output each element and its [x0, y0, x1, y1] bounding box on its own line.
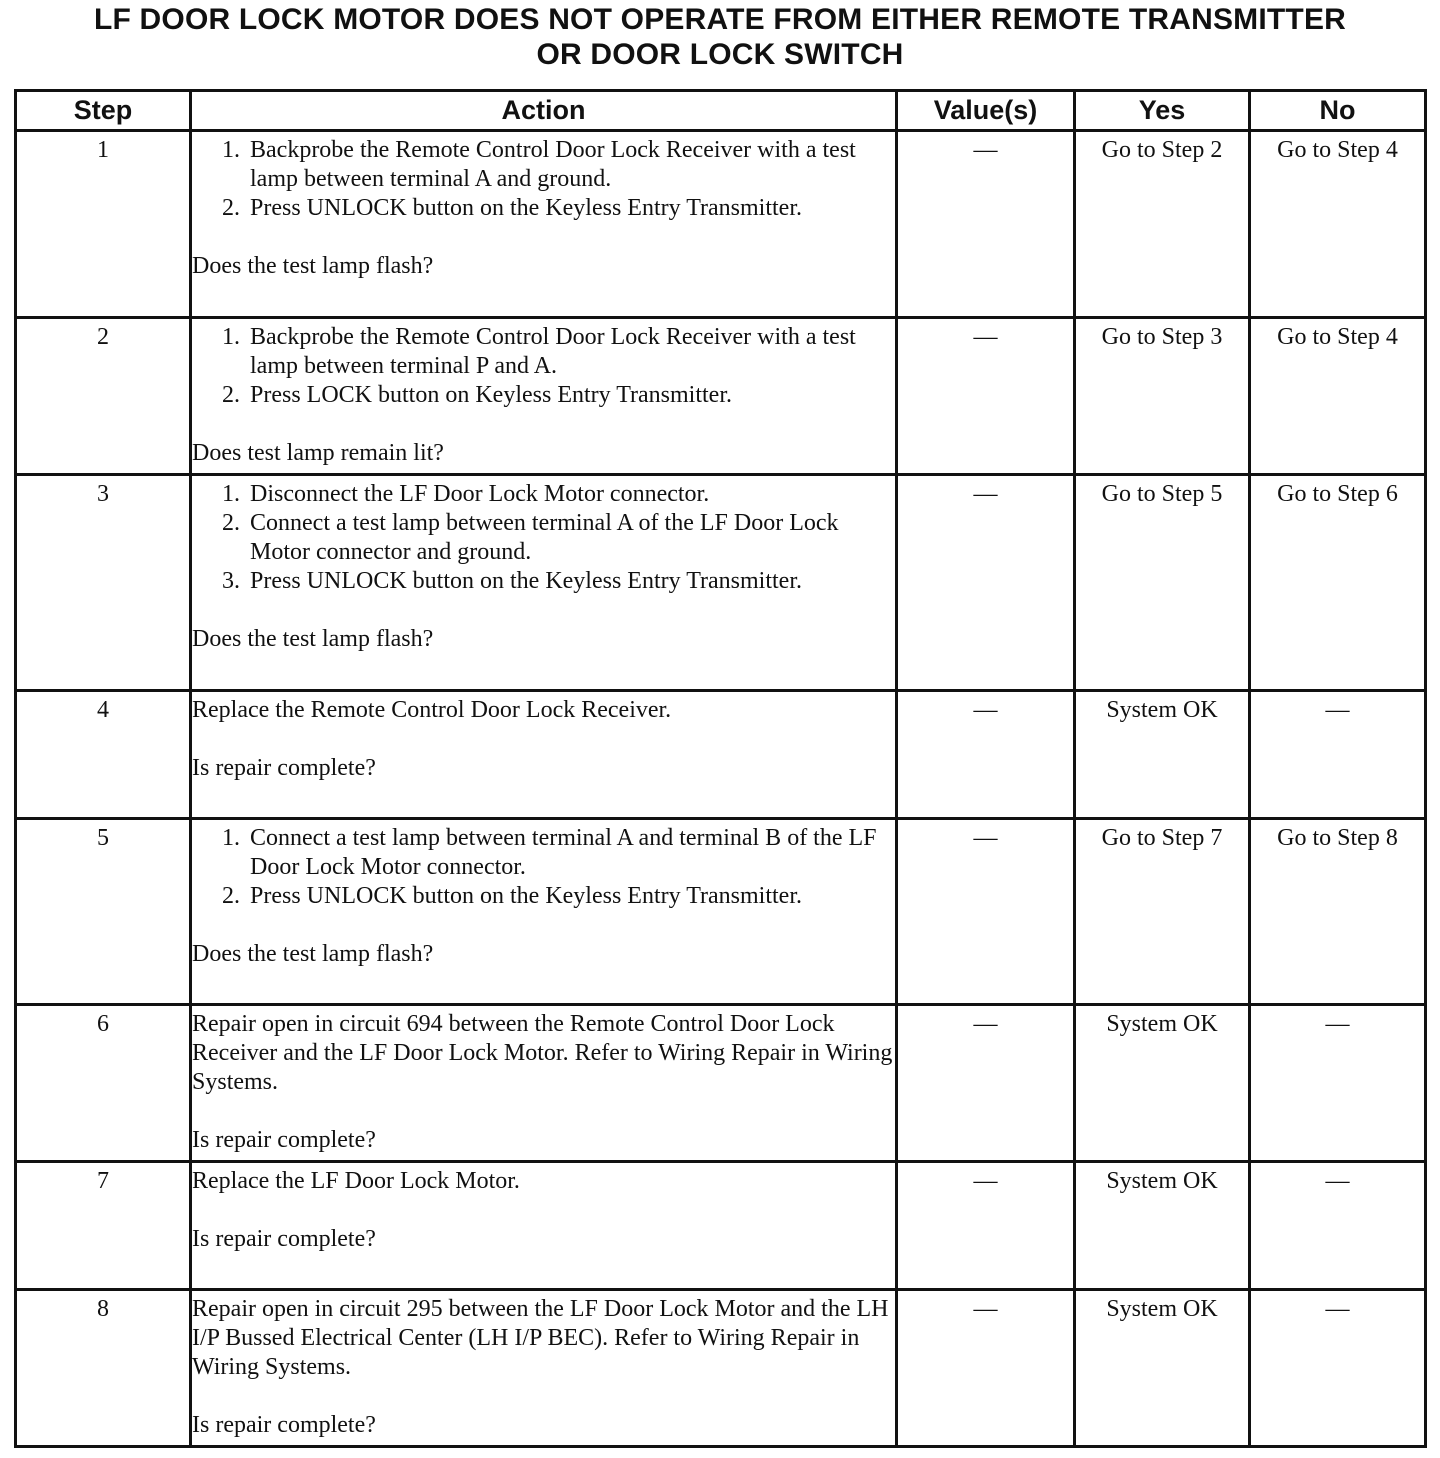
no-cell: — — [1250, 691, 1426, 819]
action-question: Does the test lamp flash? — [192, 941, 434, 967]
value-cell: — — [897, 819, 1075, 1005]
action-cell — [191, 318, 897, 475]
header-action: Action — [191, 91, 897, 131]
step-number: 2 — [16, 318, 191, 475]
header-row — [16, 91, 1426, 131]
action-question: Does test lamp remain lit? — [192, 440, 444, 466]
no-cell: Go to Step 8 — [1250, 819, 1426, 1005]
yes-cell: System OK — [1075, 691, 1250, 819]
no-cell: Go to Step 6 — [1250, 475, 1426, 691]
no-cell: — — [1250, 1005, 1426, 1162]
action-question: Is repair complete? — [192, 755, 376, 781]
table-row — [16, 1290, 1426, 1447]
action-step: 2. Press LOCK button on Keyless Entry Transmitter. — [246, 381, 895, 410]
action-steps — [192, 824, 895, 911]
step-number: 6 — [16, 1005, 191, 1162]
step-number: 7 — [16, 1162, 191, 1290]
action-cell — [191, 691, 897, 819]
no-cell: — — [1250, 1290, 1426, 1447]
step-number: 1 — [16, 131, 191, 318]
header-no: No — [1250, 91, 1426, 131]
action-text: Repair open in circuit 694 between the Remote Control Door Lock Receiver and the LF Door Lock Motor. Refer to Wiring Repair in Wiring Systems. — [192, 1011, 893, 1095]
title-line-1: LF DOOR LOCK MOTOR DOES NOT OPERATE FROM EITHER REMOTE TRANSMITTER — [93, 3, 1347, 36]
action-question: Does the test lamp flash? — [192, 626, 434, 652]
action-step: 1. Connect a test lamp between terminal A and terminal B of the LF Door Lock Motor connector. — [246, 824, 895, 882]
step-number: 5 — [16, 819, 191, 1005]
yes-cell: Go to Step 3 — [1075, 318, 1250, 475]
table-row — [16, 1162, 1426, 1290]
step-number: 8 — [16, 1290, 191, 1447]
action-step: 1. Backprobe the Remote Control Door Lock Receiver with a test lamp between terminal P and A. — [246, 323, 895, 381]
action-step: 2. Connect a test lamp between terminal A of the LF Door Lock Motor connector and ground. — [246, 509, 895, 567]
action-step: 1. Backprobe the Remote Control Door Lock Receiver with a test lamp between terminal A and ground. — [246, 136, 895, 194]
action-cell — [191, 475, 897, 691]
action-text: Repair open in circuit 295 between the LF Door Lock Motor and the LH I/P Bussed Electrical Center (LH I/P BEC). Refer to Wiring Repair in Wiring Systems. — [192, 1296, 889, 1380]
no-cell: Go to Step 4 — [1250, 131, 1426, 318]
header-yes: Yes — [1075, 91, 1250, 131]
table-row — [16, 691, 1426, 819]
table-row — [16, 819, 1426, 1005]
yes-cell: System OK — [1075, 1290, 1250, 1447]
step-number: 4 — [16, 691, 191, 819]
step-number: 3 — [16, 475, 191, 691]
title-line-2: OR DOOR LOCK SWITCH — [536, 38, 904, 71]
action-text: Replace the Remote Control Door Lock Receiver. — [192, 697, 672, 723]
action-cell — [191, 1005, 897, 1162]
diagnostic-table — [14, 89, 1427, 1448]
action-question: Is repair complete? — [192, 1412, 376, 1438]
table-row — [16, 131, 1426, 318]
value-cell: — — [897, 691, 1075, 819]
action-cell — [191, 131, 897, 318]
value-cell: — — [897, 318, 1075, 475]
value-cell: — — [897, 475, 1075, 691]
yes-cell: Go to Step 5 — [1075, 475, 1250, 691]
no-cell: — — [1250, 1162, 1426, 1290]
action-cell — [191, 1162, 897, 1290]
no-cell: Go to Step 4 — [1250, 318, 1426, 475]
value-cell: — — [897, 1162, 1075, 1290]
action-cell — [191, 819, 897, 1005]
action-step: 2. Press UNLOCK button on the Keyless Entry Transmitter. — [246, 194, 895, 223]
action-steps — [192, 136, 895, 223]
action-question: Is repair complete? — [192, 1127, 376, 1153]
table-row — [16, 475, 1426, 691]
yes-cell: Go to Step 7 — [1075, 819, 1250, 1005]
action-steps — [192, 323, 895, 410]
value-cell: — — [897, 131, 1075, 318]
action-step: 3. Press UNLOCK button on the Keyless Entry Transmitter. — [246, 567, 895, 596]
header-step: Step — [16, 91, 191, 131]
action-step: 2. Press UNLOCK button on the Keyless Entry Transmitter. — [246, 882, 895, 911]
table-row — [16, 318, 1426, 475]
table-row — [16, 1005, 1426, 1162]
yes-cell: System OK — [1075, 1005, 1250, 1162]
action-steps — [192, 480, 895, 596]
value-cell: — — [897, 1005, 1075, 1162]
header-values: Value(s) — [897, 91, 1075, 131]
action-text: Replace the LF Door Lock Motor. — [192, 1168, 520, 1194]
value-cell: — — [897, 1290, 1075, 1447]
page-title — [0, 2, 1440, 72]
yes-cell: Go to Step 2 — [1075, 131, 1250, 318]
action-question: Does the test lamp flash? — [192, 253, 434, 279]
action-cell — [191, 1290, 897, 1447]
yes-cell: System OK — [1075, 1162, 1250, 1290]
action-question: Is repair complete? — [192, 1226, 376, 1252]
action-step: 1. Disconnect the LF Door Lock Motor connector. — [246, 480, 895, 509]
